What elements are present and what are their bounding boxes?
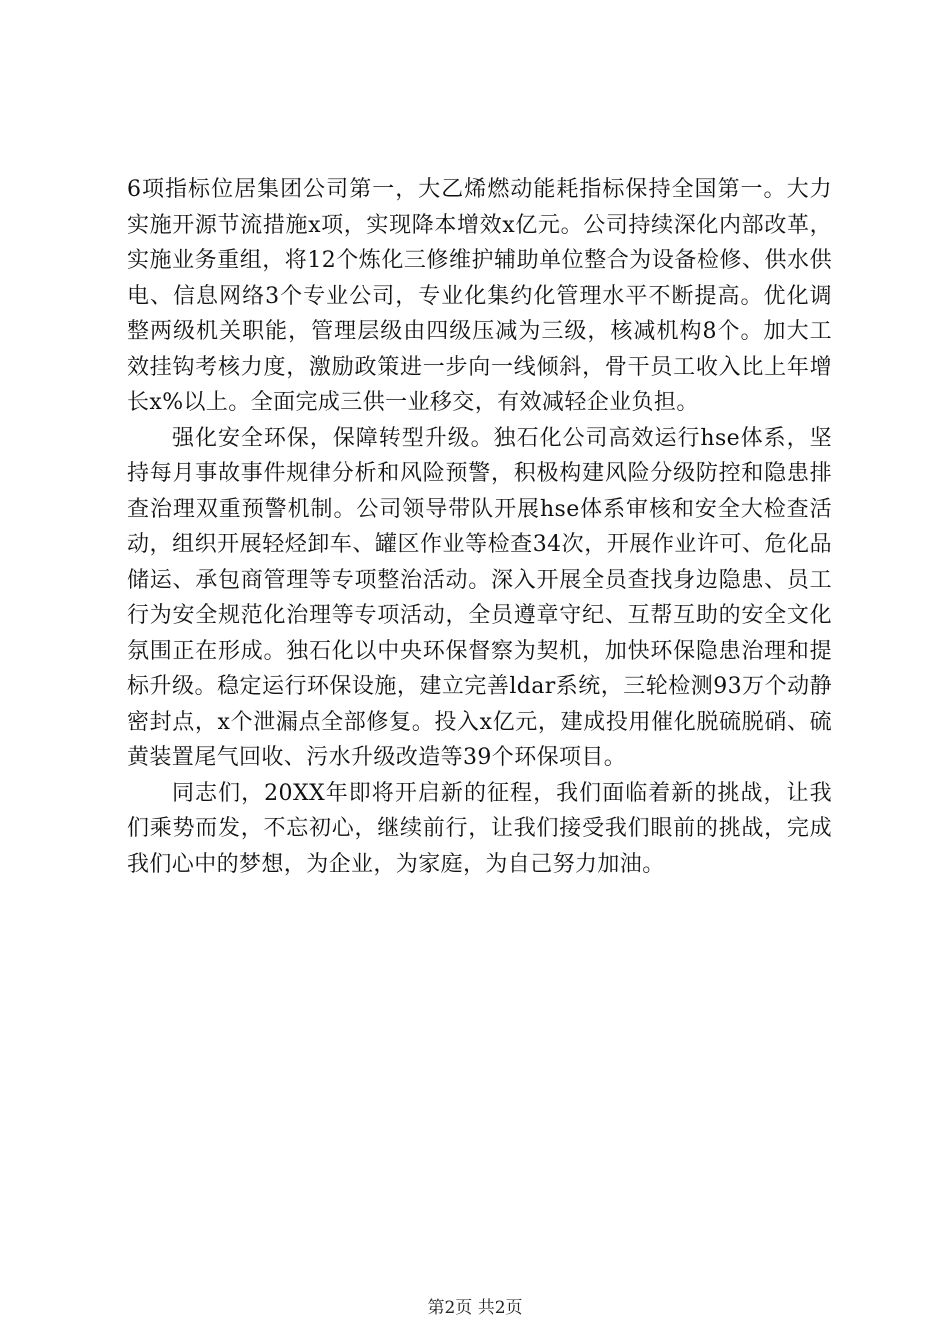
- paragraph-1: 6项指标位居集团公司第一，大乙烯燃动能耗指标保持全国第一。大力实施开源节流措施x项，实现降本增效x亿元。公司持续深化内部改革，实施业务重组，将12个炼化三修维护辅助单位整合为设备检修、供水供电、信息网络3个专业公司，专业化集约化管理水平不断提高。优化调整两级机关职能，管理层级由四级压减为三级，核减机构8个。加大工效挂钩考核力度，激励政策进一步向一线倾斜，骨干员工收入比上年增长x%以上。全面完成三供一业移交，有效减轻企业负担。: [127, 177, 832, 415]
- paragraph-2: 强化安全环保，保障转型升级。独石化公司高效运行hse体系，坚持每月事故事件规律分析和风险预警，积极构建风险分级防控和隐患排查治理双重预警机制。公司领导带队开展hse体系审核和安全大检查活动，组织开展轻烃卸车、罐区作业等检查34次，开展作业许可、危化品储运、承包商管理等专项整治活动。深入开展全员查找身边隐患、员工行为安全规范化治理等专项活动，全员遵章守纪、互帮互助的安全文化氛围正在形成。独石化以中央环保督察为契机，加快环保隐患治理和提标升级。稳定运行环保设施，建立完善ldar系统，三轮检测93万个动静密封点，x个泄漏点全部修复。投入x亿元，建成投用催化脱硫脱硝、硫黄装置尾气回收、污水升级改造等39个环保项目。: [127, 425, 832, 770]
- page-footer: 第2页 共2页: [427, 1298, 523, 1318]
- document-body: [127, 172, 832, 882]
- paragraph-3: 同志们，20XX年即将开启新的征程，我们面临着新的挑战，让我们乘势而发，不忘初心，继续前行，让我们接受我们眼前的挑战，完成我们心中的梦想，为企业，为家庭，为自己努力加油。: [127, 780, 832, 877]
